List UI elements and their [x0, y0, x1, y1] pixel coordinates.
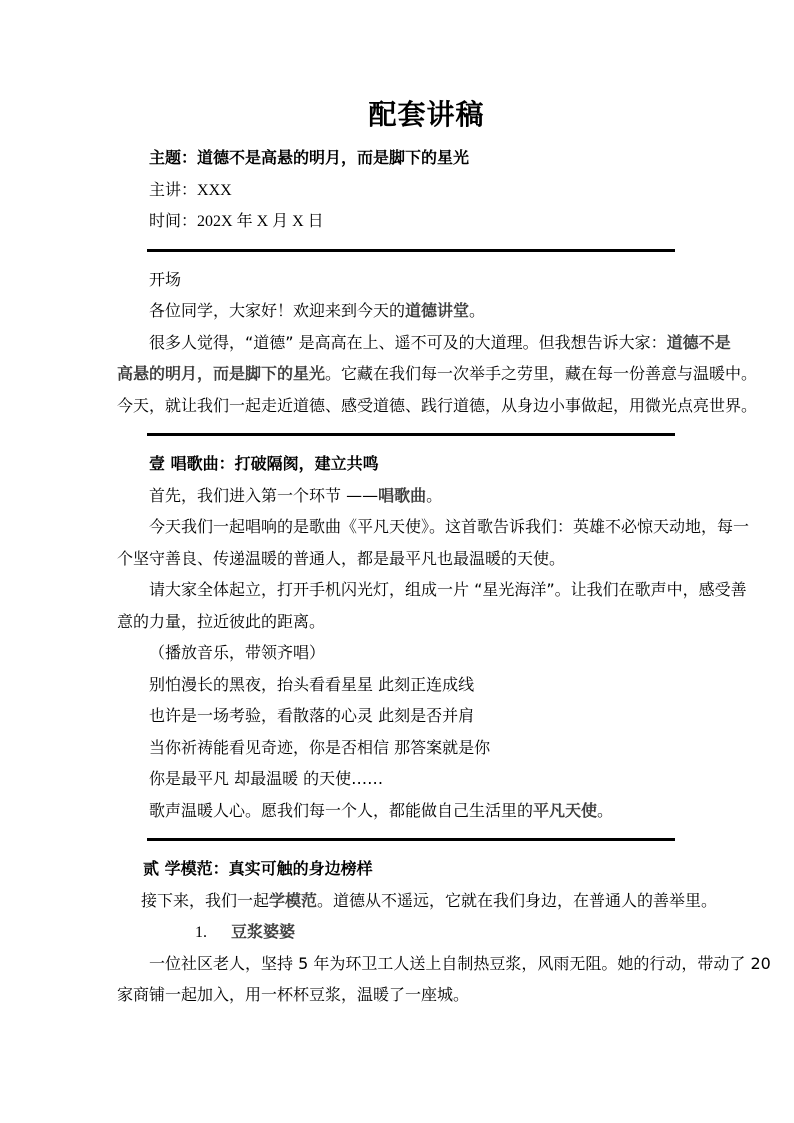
text-segment: 请大家全体起立，打开手机闪光灯，组成一片 “星光海洋”。让我们在歌声中，感受善 [149, 580, 747, 599]
text-line [117, 295, 694, 327]
text-segment: 学模范 [269, 890, 318, 910]
text-line [117, 205, 694, 237]
text-segment: 。道德从不遥远，它就在我们身边，在普通人的善举里。 [317, 890, 718, 910]
text-segment: 各位同学，大家好！欢迎来到今天的 [149, 301, 406, 320]
text-line [117, 390, 758, 422]
text-line [117, 853, 694, 885]
text-segment: 意的力量，拉近彼此的距离。 [117, 611, 326, 631]
text-line [117, 700, 694, 732]
text-segment: 贰 学模范：真实可触的身边榜样 [143, 859, 373, 878]
text-segment: 202X 年 X 月 X 日 [197, 213, 324, 230]
text-segment: 。 [426, 485, 443, 505]
text-segment: 道德不是 [666, 332, 731, 352]
text-segment: 别怕漫长的黑夜，抬头看看星星 此刻正连成线 [149, 674, 475, 694]
text-segment: 家商铺一起加入，用一杯杯豆浆，温暖了一座城。 [117, 985, 470, 1004]
section-divider [147, 838, 675, 841]
text-line [117, 142, 694, 174]
text-segment: 你是最平凡 却最温暖 的天使…… [149, 769, 384, 788]
text-line [117, 732, 694, 764]
text-line [117, 948, 771, 980]
text-segment: （播放音乐，带领齐唱） [149, 643, 326, 662]
text-segment: 主题：道德不是高悬的明月，而是脚下的星光 [149, 148, 470, 167]
text-line [117, 264, 694, 296]
text-line [117, 606, 694, 638]
text-segment: 首先，我们进入第一个环节 —— [149, 485, 379, 505]
text-segment: 一位社区老人，坚持 5 年为环卫工人送上自制热豆浆，风雨无阻。她的行动，带动了 20 [149, 953, 771, 973]
text-segment: 平凡天使 [533, 800, 598, 820]
text-segment: 高悬的明月，而是脚下的星光 [117, 364, 326, 383]
text-segment: 歌声温暖人心。愿我们每一个人，都能做自己生活里的 [149, 800, 534, 820]
text-line [117, 511, 750, 543]
text-line [117, 448, 694, 480]
text-segment: 壹 唱歌曲：打破隔阂，建立共鸣 [149, 454, 379, 473]
text-segment: XXX [197, 181, 232, 199]
text-line [117, 916, 694, 948]
text-line [117, 480, 694, 512]
text-line [117, 669, 694, 701]
text-segment: 今天我们一起唱响的是歌曲《平凡天使》。这首歌告诉我们：英雄不必惊天动地，每一 [149, 517, 750, 536]
section-divider [147, 249, 675, 252]
text-line [117, 795, 694, 827]
text-line [117, 979, 694, 1011]
text-segment: 个坚守善良、传递温暖的普通人，都是最平凡也最温暖的天使。 [117, 548, 566, 568]
text-segment: 时间： [149, 211, 198, 230]
text-segment: 接下来，我们一起 [141, 890, 270, 910]
text-line [117, 637, 694, 669]
text-line [117, 174, 694, 206]
text-segment: 很多人觉得，“道德” 是高高在上、遥不可及的大道理。但我想告诉大家： [149, 332, 667, 352]
text-line [117, 763, 694, 795]
text-segment: 道德讲堂 [405, 301, 470, 320]
text-segment: 豆浆婆婆 [231, 922, 296, 941]
text-segment: 唱歌曲 [378, 485, 427, 505]
text-line [117, 358, 758, 390]
text-line [117, 885, 718, 917]
text-line [117, 327, 731, 359]
text-line [117, 543, 694, 575]
section-divider [147, 433, 675, 436]
text-segment: 。它藏在我们每一次举手之劳里，藏在每一份善意与温暖中。 [325, 364, 758, 383]
document-body [117, 142, 771, 1011]
text-segment: 当你祈祷能看见奇迹，你是否相信 那答案就是你 [149, 737, 491, 757]
text-segment: 1. [195, 924, 207, 941]
text-segment: 。 [597, 800, 614, 820]
text-segment: 今天，就让我们一起走近道德、感受道德、践行道德，从身边小事做起，用微光点亮世界。 [117, 395, 758, 415]
text-segment: 。 [469, 301, 486, 320]
document-title: 配套讲稿 [368, 98, 485, 131]
text-segment: 也许是一场考验，看散落的心灵 此刻是否并肩 [149, 706, 475, 725]
text-segment: 主讲： [149, 179, 198, 199]
text-line [117, 574, 747, 606]
text-segment: 开场 [149, 269, 182, 289]
